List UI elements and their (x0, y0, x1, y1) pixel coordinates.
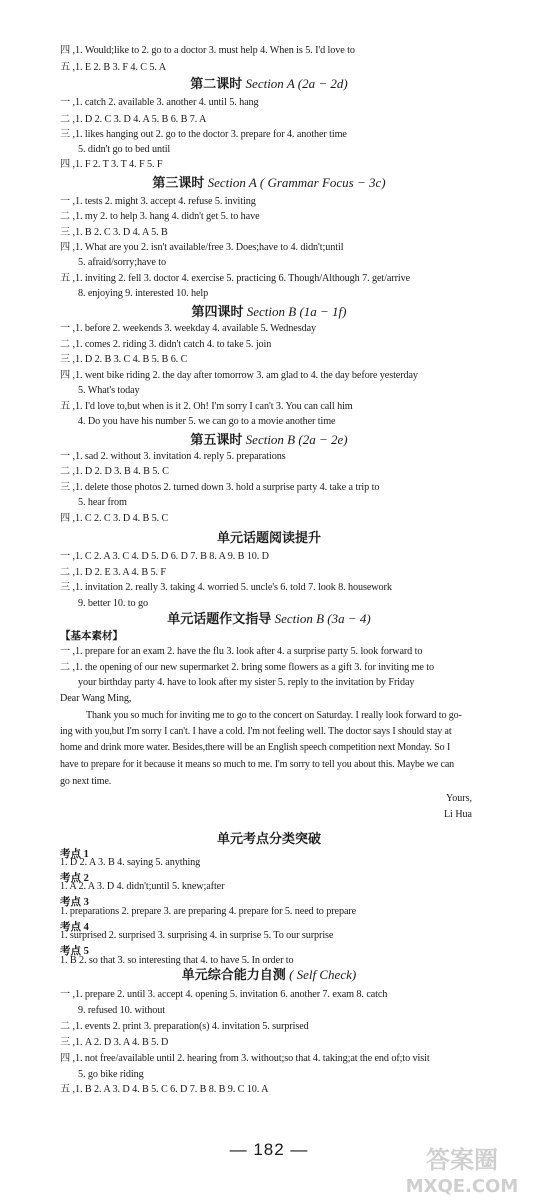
answer-line: 一 ,1. tests 2. might 3. accept 4. refuse 5. inviting (60, 196, 256, 207)
answer-line: 二 ,1. the opening of our new supermarket 2. bring some flowers as a gift 3. for inviting me to (60, 662, 434, 673)
answer-line: 四 ,1. went bike riding 2. the day after tomorrow 3. am glad to 4. the day before yesterday (60, 370, 418, 381)
answer-line: 五 ,1. E 2. B 3. F 4. C 5. A (60, 62, 166, 73)
answer-line: 三 ,1. D 2. B 3. C 4. B 5. B 6. C (60, 354, 188, 365)
answer-line: 一 ,1. prepare 2. until 3. accept 4. opening 5. invitation 6. another 7. exam 8. catch (60, 989, 388, 1000)
answer-line: 四 ,1. not free/available until 2. hearing from 3. without;so that 4. taking;at the end of;to visit (60, 1053, 430, 1064)
answer-line: 4. Do you have his number 5. we can go to a movie another time (78, 416, 336, 427)
svg-text:MXQE.COM: MXQE.COM (405, 1176, 519, 1197)
section-heading (0, 966, 538, 984)
heading-cn: 单元综合能力自测 (181, 967, 286, 982)
answer-line: 一 ,1. prepare for an exam 2. have the flu 3. look after 4. a surprise party 5. look forward to (60, 646, 423, 657)
sub-label: 考点 4 (60, 922, 89, 933)
answer-line: 五 ,1. inviting 2. fell 3. doctor 4. exercise 5. practicing 6. Though/Although 7. get/arrive (60, 273, 411, 284)
sub-label: 【基本素材】 (60, 631, 123, 642)
answer-line: 二 ,1. comes 2. riding 3. didn't catch 4. to take 5. join (60, 339, 272, 350)
section-heading (0, 610, 538, 628)
answer-line: 四 ,1. Would;like to 2. go to a doctor 3. must help 4. When is 5. I'd love to (60, 45, 355, 56)
heading-en: Section B (3a − 4) (271, 611, 371, 626)
section-heading (0, 303, 538, 321)
answer-line: 5. What's today (78, 385, 140, 396)
answer-line: Dear Wang Ming, (60, 693, 132, 704)
answer-line: 五 ,1. B 2. A 3. D 4. B 5. C 6. D 7. B 8. B 9. C 10. A (60, 1084, 269, 1095)
answer-line: 9. refused 10. without (78, 1005, 165, 1016)
answer-line: 1. B 2. so that 3. so interesting that 4. to have 5. In order to (60, 955, 294, 966)
sub-label: 考点 1 (60, 849, 89, 860)
answer-line: 1. A 2. A 3. D 4. didn't;until 5. knew;after (60, 881, 225, 892)
answer-line: 一 ,1. C 2. A 3. C 4. D 5. D 6. D 7. B 8. A 9. B 10. D (60, 551, 269, 562)
answer-line: 二 ,1. D 2. C 3. D 4. A 5. B 6. B 7. A (60, 114, 207, 125)
answer-line: 一 ,1. sad 2. without 3. invitation 4. reply 5. preparations (60, 451, 286, 462)
section-heading (0, 830, 538, 848)
answer-line: 三 ,1. likes hanging out 2. go to the doctor 3. prepare for 4. another time (60, 129, 347, 140)
svg-text:答案圈: 答案圈 (426, 1146, 498, 1174)
answer-line: 三 ,1. invitation 2. really 3. taking 4. worried 5. uncle's 6. told 7. look 8. housework (60, 582, 392, 593)
sub-label: 考点 2 (60, 873, 89, 884)
answer-line: 五 ,1. I'd love to,but when is it 2. Oh! I'm sorry I can't 3. You can call him (60, 401, 353, 412)
letter-line: have to prepare for it because it means so much to me. I'm sorry to tell you about this. Maybe we can (60, 759, 455, 770)
answer-line: 四 ,1. F 2. T 3. T 4. F 5. F (60, 159, 163, 170)
answer-line: 三 ,1. delete those photos 2. turned down 3. hold a surprise party 4. take a trip to (60, 482, 380, 493)
answer-line: 三 ,1. B 2. C 3. D 4. A 5. B (60, 227, 168, 238)
letter-line: ing with you,but I'm sorry I can't. I have a cold. I'm not feeling well. The doctor says I should stay at (60, 726, 452, 737)
answer-line: 5. afraid/sorry;have to (78, 257, 166, 268)
watermark-logo (392, 1140, 532, 1198)
sub-label: 考点 5 (60, 946, 89, 957)
heading-en: ( Self Check) (285, 967, 357, 982)
heading-en: Section B (2a − 2e) (242, 432, 348, 447)
sub-label: 考点 3 (60, 897, 89, 908)
heading-en: Section B (1a − 1f) (243, 304, 347, 319)
heading-cn: 第四课时 (191, 304, 244, 319)
heading-cn: 第二课时 (190, 76, 243, 91)
answer-line: 8. enjoying 9. interested 10. help (78, 288, 209, 299)
section-heading (0, 75, 538, 93)
letter-line: Thank you so much for inviting me to go to the concert on Saturday. I really look forward to go- (86, 710, 462, 721)
letter-line: home and drink more water. Besides,there will be an English speech competition next Monday. So I (60, 742, 451, 753)
answer-line: 四 ,1. What are you 2. isn't available/free 3. Does;have to 4. didn't;until (60, 242, 344, 253)
section-heading (0, 174, 538, 192)
answer-line: your birthday party 4. have to look after my sister 5. reply to the invitation by Friday (78, 677, 415, 688)
answer-line: 5. hear from (78, 497, 127, 508)
section-heading (0, 529, 538, 547)
answer-line: 二 ,1. my 2. to help 3. hang 4. didn't get 5. to have (60, 211, 260, 222)
heading-cn: 第五课时 (190, 432, 243, 447)
signature-line: Yours, (446, 793, 472, 804)
heading-cn: 单元考点分类突破 (216, 831, 321, 846)
answer-line: 9. better 10. to go (78, 598, 148, 609)
heading-cn: 第三课时 (152, 175, 205, 190)
answer-line: 1. D 2. A 3. B 4. saying 5. anything (60, 857, 201, 868)
section-heading (0, 431, 538, 449)
signature-line: Li Hua (443, 809, 472, 820)
answer-line: 一 ,1. before 2. weekends 3. weekday 4. available 5. Wednesday (60, 323, 316, 334)
answer-line: 二 ,1. D 2. E 3. A 4. B 5. F (60, 567, 166, 578)
heading-cn: 单元话题作文指导 (167, 611, 272, 626)
answer-line: 5. go bike riding (78, 1069, 144, 1080)
page-number: — 182 — (229, 1140, 309, 1159)
heading-cn: 单元话题阅读提升 (216, 530, 321, 545)
answer-line: 二 ,1. D 2. D 3. B 4. B 5. C (60, 466, 169, 477)
answer-line: 1. preparations 2. prepare 3. are preparing 4. prepare for 5. need to prepare (60, 906, 357, 917)
answer-line: 二 ,1. events 2. print 3. preparation(s) 4. invitation 5. surprised (60, 1021, 309, 1032)
heading-en: Section A ( Grammar Focus − 3c) (204, 175, 386, 190)
answer-line: 1. surprised 2. surprised 3. surprising 4. in surprise 5. To our surprise (60, 930, 334, 941)
letter-line: go next time. (60, 776, 112, 787)
answer-line: 四 ,1. C 2. C 3. D 4. B 5. C (60, 513, 169, 524)
answer-line: 一 ,1. catch 2. available 3. another 4. until 5. hang (60, 97, 259, 108)
heading-en: Section A (2a − 2d) (242, 76, 348, 91)
answer-line: 三 ,1. A 2. D 3. A 4. B 5. D (60, 1037, 169, 1048)
answer-line: 5. didn't go to bed until (78, 144, 171, 155)
